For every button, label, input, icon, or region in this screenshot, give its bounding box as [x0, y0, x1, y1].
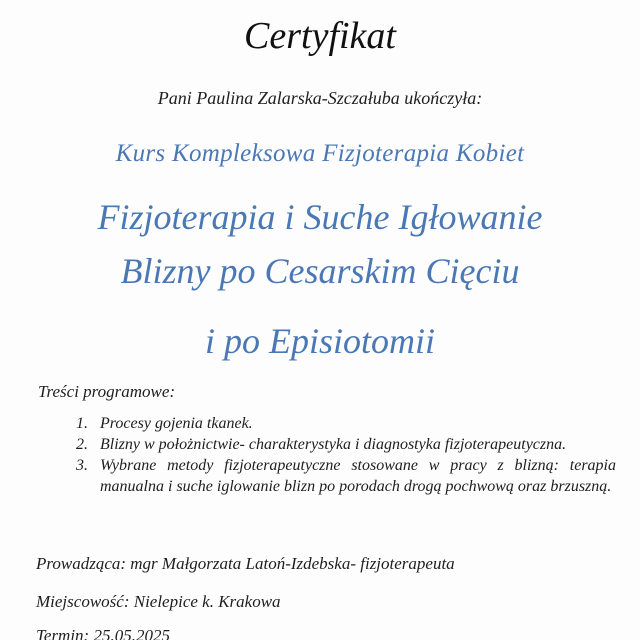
date-line: Termin: 25.05.2025	[36, 626, 170, 640]
instructor-line: Prowadząca: mgr Małgorzata Latoń-Izdebska- fizjoterapeuta	[36, 554, 455, 573]
program-item	[76, 455, 616, 497]
program-item-number: 3.	[76, 457, 88, 474]
certificate-title: Certyfikat	[244, 15, 396, 57]
program-item-number: 1.	[76, 415, 88, 432]
course-subject-line-3: i po Episiotomii	[204, 321, 435, 361]
program-contents-label: Treści programowe:	[38, 382, 176, 401]
program-item-text: Procesy gojenia tkanek.	[100, 415, 253, 432]
program-item	[76, 434, 616, 455]
program-item-number: 2.	[76, 436, 88, 453]
location-line: Miejscowość: Nielepice k. Krakowa	[36, 592, 281, 611]
course-subject-line-1: Fizjoterapia i Suche Igłowanie	[97, 197, 543, 237]
program-item-text: Blizny w położnictwie- charakterystyka i diagnostyka fizjoterapeutyczna.	[100, 436, 567, 453]
program-item	[76, 413, 616, 434]
course-name: Kurs Kompleksowa Fizjoterapia Kobiet	[115, 140, 525, 167]
program-contents-list	[76, 413, 616, 497]
course-subject-line-2: Blizny po Cesarskim Cięciu	[120, 251, 520, 291]
program-item-text: Wybrane metody fizjoterapeutyczne stosowane w pracy z blizną: terapia manualna i suche iglowanie blizn po porodach drogą pochwową oraz brzuszną.	[100, 457, 616, 495]
recipient-line: Pani Paulina Zalarska-Szczałuba ukończyła:	[157, 88, 483, 108]
